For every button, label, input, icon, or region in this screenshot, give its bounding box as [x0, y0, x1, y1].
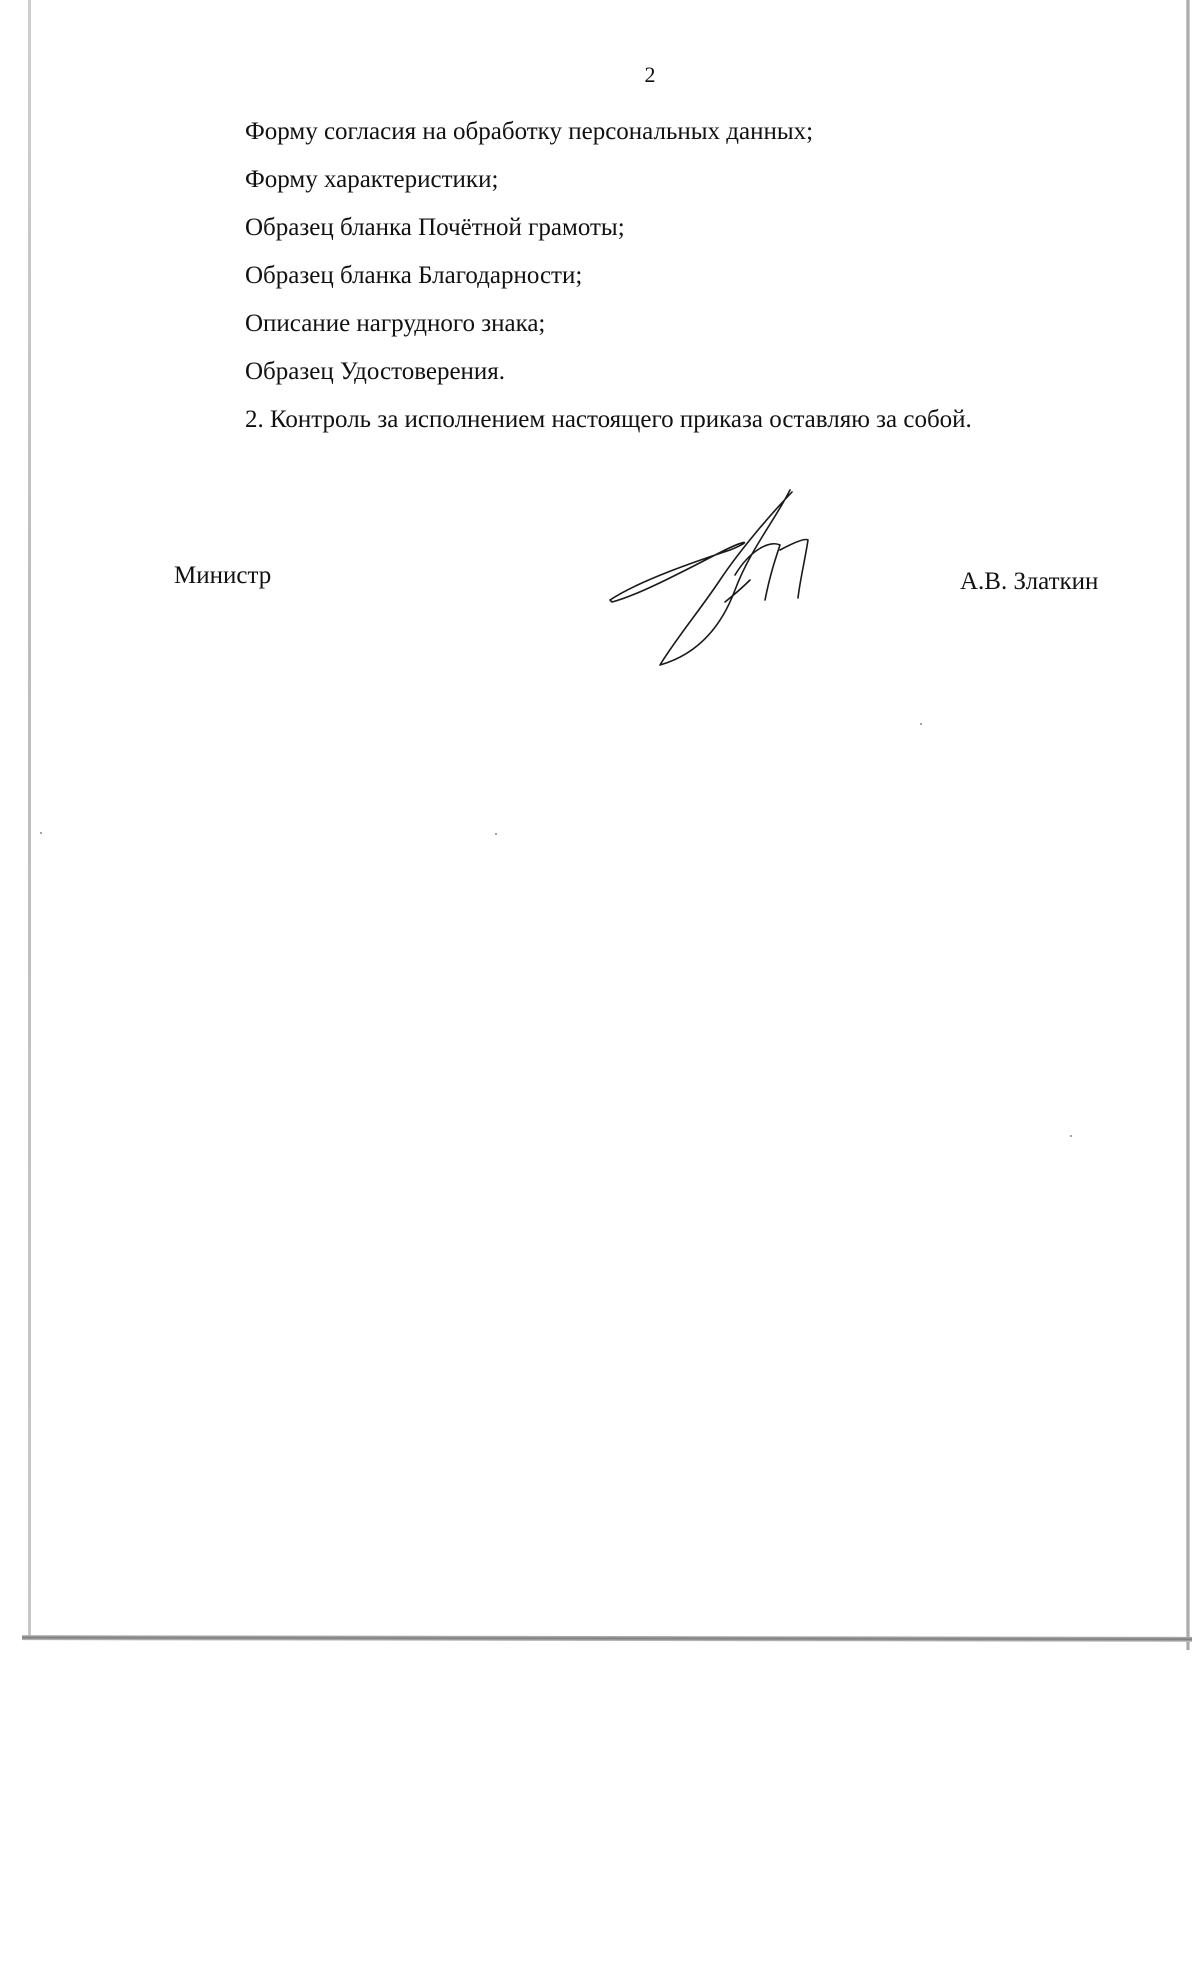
page-number: 2	[644, 62, 656, 87]
control-clause: 2. Контроль за исполнением настоящего приказа оставляю за собой.	[245, 406, 972, 433]
scan-speck	[495, 833, 497, 835]
scan-bottom-edge	[22, 1635, 1192, 1642]
list-item: Форму согласия на обработку персональных данных;	[245, 118, 814, 145]
document-list	[245, 108, 972, 444]
list-item: Образец бланка Благодарности;	[245, 262, 583, 289]
scan-left-edge	[28, 0, 31, 1640]
list-item: Форму характеристики;	[245, 166, 499, 193]
scan-right-edge	[1186, 0, 1190, 1650]
list-item: Образец Удостоверения.	[245, 358, 506, 385]
signatory-name: А.В. Златкин	[960, 568, 1099, 595]
list-item: Описание нагрудного знака;	[245, 310, 546, 337]
scan-speck	[1070, 1135, 1072, 1137]
signatory-title: Министр	[174, 562, 272, 589]
list-item: Образец бланка Почётной грамоты;	[245, 214, 625, 241]
scan-speck	[920, 723, 922, 725]
signature-icon	[600, 480, 840, 680]
scan-speck	[40, 832, 42, 834]
